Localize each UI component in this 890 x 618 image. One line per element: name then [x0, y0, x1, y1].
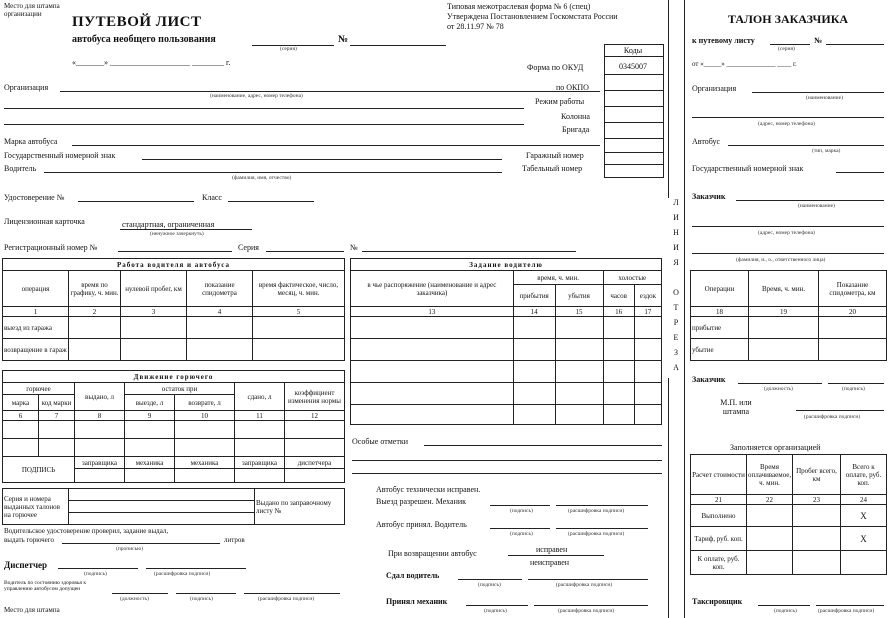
driver-field[interactable]	[44, 172, 502, 173]
form-subtitle: автобуса необщего пользования	[72, 34, 216, 45]
work-table: Работа водителя и автобуса операция время по графику, ч. мин. нулевой пробег, км показание спидометра время фактическое, число, месяц, ч. мин. 1 2 3 4 5 выезд из гаража возвращение в гараж	[2, 258, 345, 361]
cut-letter: Р	[673, 318, 679, 327]
cut-line-right	[684, 0, 685, 618]
okud-code: 0345007	[619, 62, 647, 71]
waybill-form: Место для штампа организации ПУТЕВОЙ ЛИСТ автобуса необщего пользования (серия) № «_______» ____________________ ________ г. Типовая межотраслевая форма № 6 (спец) Утверждена Постановлением Госкомстата России от 28.11.97 № 78 Коды 0345007 Форма по ОКУД по ОКПО Режим работы Колонна Бригада Гаражный номер Табельный номер Организация (наименование, адрес, номер телефона) Марка автобуса Государственный номерной знак Водитель (фамилия, имя, отчество) Удостоверение № Класс Лицензионная карточка стандартная, ограниченная (ненужное зачеркнуть) Регистрационный номер № Серия № Работа водителя и автобуса операция время по графику, ч. мин. нулевой пробег, км показание спидометра время фактическое, число, месяц, ч. мин. 1 2 3 4 5 выезд из гаража возвращение в гараж Задание водителю в чье распоряжение (наименование и адрес заказчика) время, ч. мин. холостые прибытия убытия часов ездок 13 14 15 16 17 Движение горючего горючее выдано, л остаток при сдано, л коэффициент изменения нормы марка код марки выезде, л возврате, л 6 7 8 9 10 11 12 ПОДПИСЬ заправщика механика механика заправщика диспетчера Серия и номера выданных талонов на горючее Выдано по заправочному листу № Водительское удостоверение проверил, задание выдал, выдать горючего литров (прописью) Диспетчер (подпись) (расшифровка подписи) Водитель по состоянию здоровья к управлению автобусом допущен (должность) (подпись) (расшифровка подписи) Место для штампа Особые отметки Автобус технически исправен. Выезд разрешен. Механик (подпись) (расшифровка подписи) Автобус принял. Водитель (подпись) (расшифровка подписи) При возвращении автобус исправен неисправен Сдал водитель (подпись) (расшифровка подписи) Принял механик (подпись) (расшифровка подписи) Л И Н И Я О Т Р Е З А ТАЛОН ЗАКАЗЧИКА к путевому листу (серия) № от «_____» ______________ ____ г. Организация (наименование) (адрес, номер телефона) Автобус (тип, марка) Государственный номерной знак Заказчик (наименование) (адрес, номер телефона) (фамилия, и., о., ответственного лица) Операции Время, ч. мин. Показание спидометра, км 18 19 20 прибытие убытие Заказчик (должность) (подпись) М.П. или штампа (расшифровка подписи) Заполняется организацией Расчет стоимости Время оплачиваемое, ч. мин. Пробег всего, км Всего к оплате, руб. коп. 21 22 23 24 Выполнено X Тариф, руб. коп. X К оплате, руб. коп. Таксировщик (подпись) (расшифровка подписи)	[0, 0, 890, 618]
date-line: «_______» ____________________ ________ г.	[72, 58, 231, 67]
cut-letter: Н	[673, 228, 679, 237]
stamp-place-talon: М.П. или штампа	[720, 398, 752, 416]
approval: Утверждена Постановлением Госкомстата России	[447, 12, 618, 21]
special-marks-label: Особые отметки	[352, 437, 408, 446]
cut-letter: И	[673, 213, 679, 222]
cut-line-text	[668, 198, 684, 378]
talon-title: ТАЛОН ЗАКАЗЧИКА	[727, 12, 849, 26]
waybill-number-line[interactable]	[350, 45, 446, 46]
class-field[interactable]	[228, 201, 314, 202]
reg-number-field[interactable]	[118, 251, 232, 252]
stamp-place: Место для штампа организации	[4, 2, 60, 18]
cut-letter: И	[673, 243, 679, 252]
fuel-amount-field[interactable]	[62, 543, 220, 544]
cut-letter	[668, 273, 684, 288]
fuel-table: Движение горючего горючее выдано, л остаток при сдано, л коэффициент изменения нормы марка код марки выезде, л возврате, л 6 7 8 9 10 11 12 ПОДПИСЬ заправщика механика механика заправщика диспетчера	[2, 370, 345, 483]
cut-letter: А	[673, 363, 679, 372]
coupons-table: Серия и номера выданных талонов на горючее Выдано по заправочному листу №	[2, 488, 345, 525]
dispatcher-signature[interactable]	[58, 568, 138, 569]
license-field[interactable]	[78, 201, 194, 202]
cut-letter: Е	[673, 333, 679, 342]
talon-cost-table: Расчет стоимости Время оплачиваемое, ч. мин. Пробег всего, км Всего к оплате, руб. коп. 21 22 23 24 Выполнено X Тариф, руб. коп. X К оплате, руб. коп.	[690, 454, 887, 575]
talon-operations-table: Операции Время, ч. мин. Показание спидометра, км 18 19 20 прибытие убытие	[690, 270, 887, 361]
license-card-value: стандартная, ограниченная	[122, 220, 215, 229]
approval-date: от 28.11.97 № 78	[447, 22, 504, 31]
organization-label: Организация	[4, 83, 49, 92]
talon-bus-field[interactable]	[728, 145, 884, 146]
cut-letter: Т	[673, 303, 679, 312]
cut-letter: Я	[673, 258, 679, 267]
form-type: Типовая межотраслевая форма № 6 (спец)	[447, 2, 591, 11]
state-number-field[interactable]	[142, 159, 502, 160]
talon-customer-field[interactable]	[736, 200, 884, 201]
cut-letter: О	[673, 288, 679, 297]
talon-org-field[interactable]	[752, 92, 884, 93]
form-title: ПУТЕВОЙ ЛИСТ	[72, 14, 202, 30]
task-table: Задание водителю в чье распоряжение (наименование и адрес заказчика) время, ч. мин. холостые прибытия убытия часов ездок 13 14 15 16 17	[350, 258, 662, 425]
organization-field[interactable]	[60, 91, 600, 92]
cut-letter: Л	[673, 198, 679, 207]
bus-make-field[interactable]	[72, 145, 600, 146]
cut-letter: З	[673, 348, 678, 357]
